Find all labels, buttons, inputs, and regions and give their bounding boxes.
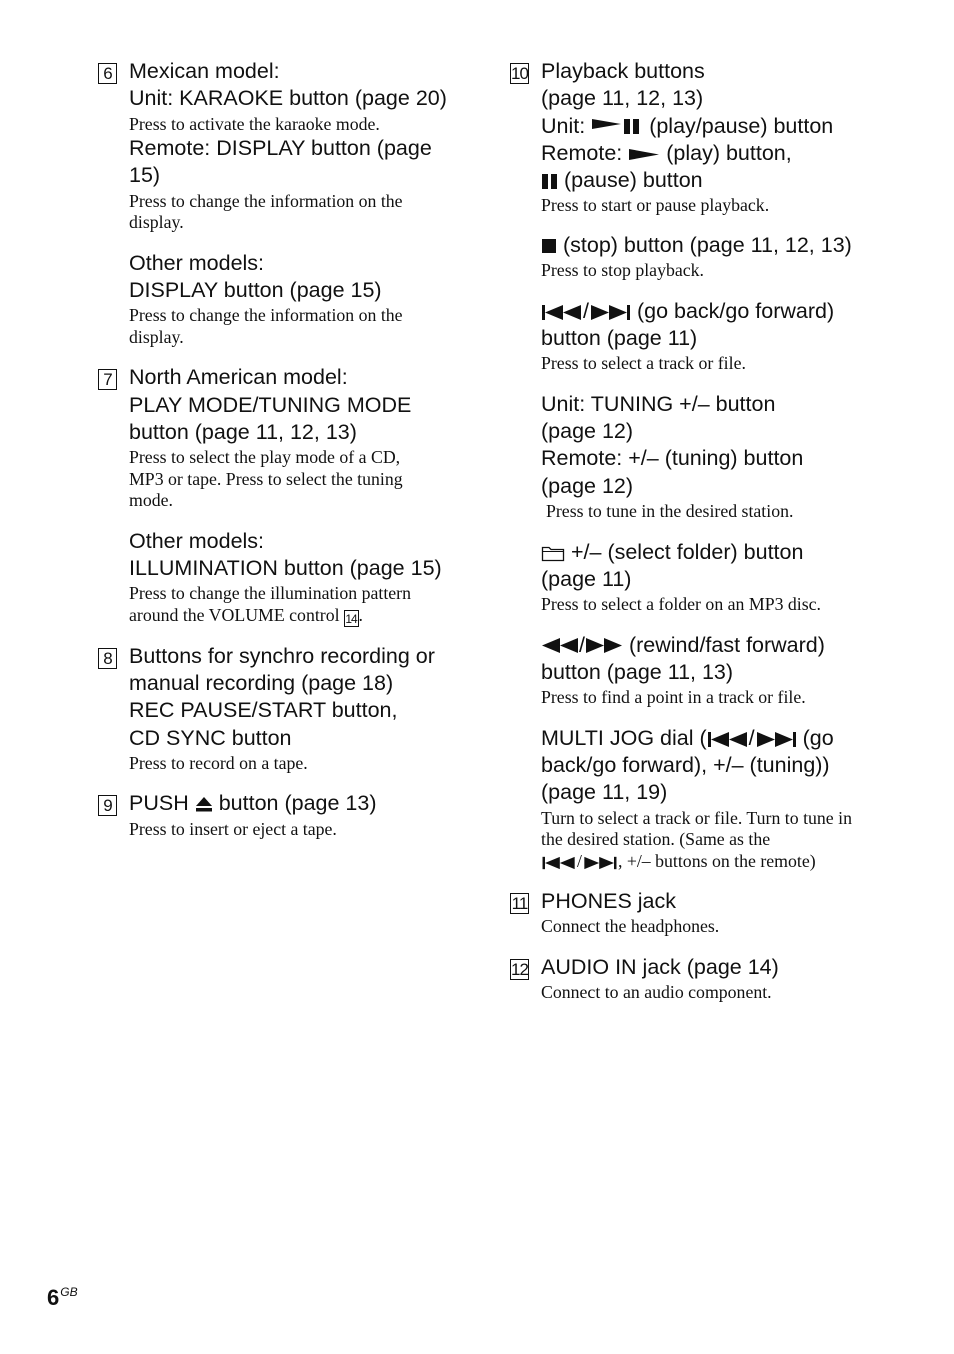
item-heading: ILLUMINATION button (page 15): [129, 555, 442, 580]
item-description: [129, 583, 449, 627]
next-icon: [589, 304, 631, 321]
heading-text: PUSH: [129, 791, 189, 816]
item-description: Turn to select a track or file. Turn to tune in the desired station. (Same as the / , +/– buttons on the remote): [541, 807, 852, 871]
item-heading: manual recording (page 18): [129, 671, 394, 696]
item-10: [510, 58, 930, 217]
item-description: Press to find a point in a track or file.: [541, 687, 806, 708]
item-description: Press to select a track or file.: [541, 353, 746, 374]
item-sub-section: [129, 528, 478, 627]
item-heading: [541, 113, 930, 140]
item-heading: / (go back/go forward): [541, 298, 930, 325]
prev-icon: [707, 731, 749, 748]
heading-text: MULTI JOG dial (: [541, 725, 707, 750]
tuning-button-item: [510, 391, 930, 523]
heading-text: (pause) button: [563, 168, 703, 193]
item-heading: North American model:: [129, 365, 348, 390]
prev-icon: [541, 304, 583, 321]
item-heading: REC PAUSE/START button,: [129, 698, 398, 723]
page-number-value: 6: [47, 1285, 60, 1310]
item-description: Press to tune in the desired station.: [546, 501, 794, 522]
page-number: [47, 1285, 78, 1311]
prev-icon: [541, 856, 577, 870]
left-column: [98, 58, 478, 856]
page-number-suffix: GB: [60, 1285, 78, 1299]
eject-icon: [195, 796, 213, 813]
heading-text: (play/pause) button: [649, 113, 834, 138]
item-heading: (page 12): [541, 473, 634, 498]
item-description: Press to start or pause playback.: [541, 195, 770, 216]
heading-text: +/– (select folder) button: [570, 539, 804, 564]
item-8: [98, 643, 478, 775]
folder-icon: [541, 544, 565, 562]
item-heading: CD SYNC button: [129, 725, 292, 750]
item-description: Press to change the information on the display.: [129, 305, 403, 347]
heading-text: (stop) button (page 11, 12, 13): [562, 232, 852, 257]
item-heading: MULTI JOG dial ( / (go: [541, 725, 834, 750]
item-heading: button (page 11, 13): [541, 659, 734, 684]
item-number: 11: [511, 894, 528, 914]
item-description: Connect the headphones.: [541, 916, 720, 937]
multi-jog-item: [510, 725, 930, 872]
item-heading: (page 11, 19): [541, 780, 668, 805]
item-description: Press to select a folder on an MP3 disc.: [541, 594, 822, 615]
item-heading: DISPLAY button (page 15): [129, 277, 382, 302]
item-heading: Remote: +/– (tuning) button: [541, 446, 804, 471]
item-heading: Other models:: [129, 528, 265, 553]
skip-button-item: [510, 298, 930, 375]
item-heading: [129, 790, 478, 817]
heading-text: Remote:: [541, 140, 623, 165]
item-description: Press to select the play mode of a CD, MP3 or tape. Press to select the tuning mode.: [129, 447, 403, 511]
item-heading: button (page 11): [541, 326, 698, 351]
heading-text: (go: [802, 725, 834, 750]
item-reference-number: 14: [345, 611, 357, 626]
heading-text: Unit:: [541, 113, 586, 138]
item-description: Press to insert or eject a tape.: [129, 818, 337, 839]
item-heading: Unit: KARAOKE button (page 20): [129, 86, 447, 111]
item-description: Press to stop playback.: [541, 260, 704, 281]
item-heading: Playback buttons: [541, 59, 705, 83]
item-heading: [541, 140, 930, 167]
rewind-button-item: [510, 632, 930, 709]
item-number: 8: [98, 648, 117, 669]
item-number: 12: [511, 959, 528, 979]
description-text: Turn to select a track or file. Turn to tune in the desired station. (Same as the: [541, 807, 852, 850]
heading-text: button (page 13): [218, 791, 377, 816]
play-icon: [628, 146, 660, 163]
item-heading: button (page 11, 12, 13): [129, 419, 357, 444]
item-heading: / (rewind/fast forward): [541, 632, 930, 659]
heading-text: (go back/go forward): [636, 298, 835, 323]
item-heading: Other models:: [129, 250, 265, 275]
item-number: 9: [98, 795, 117, 816]
heading-text: (rewind/fast forward): [628, 632, 825, 657]
item-heading: PHONES jack: [541, 889, 677, 914]
item-heading: Unit: TUNING +/– button: [541, 391, 776, 416]
folder-button-item: [510, 539, 930, 616]
stop-icon: [541, 238, 557, 254]
item-number: 6: [98, 63, 117, 84]
item-heading: [541, 539, 930, 566]
item-heading: (page 11, 12, 13): [541, 86, 704, 111]
item-number: 10: [511, 64, 528, 83]
right-column: [510, 58, 930, 1020]
description-text: , +/– buttons on the remote): [617, 850, 816, 871]
heading-text: (play) button,: [666, 140, 792, 165]
description-text: Press to change the illumination pattern around the VOLUME control: [129, 583, 411, 625]
pause-icon: [541, 173, 558, 190]
item-heading: (page 11): [541, 566, 632, 591]
item-heading: AUDIO IN jack (page 14): [541, 954, 779, 979]
item-7: [98, 364, 478, 626]
item-heading: [541, 167, 930, 194]
stop-button-item: [510, 232, 930, 282]
item-heading: 15): [129, 163, 161, 188]
play-pause-icon: [591, 118, 643, 135]
item-heading: [541, 232, 930, 259]
item-heading: (page 12): [541, 419, 634, 444]
item-6: [98, 58, 478, 348]
item-heading: PLAY MODE/TUNING MODE: [129, 392, 412, 417]
item-heading: back/go forward), +/– (tuning)): [541, 753, 830, 778]
description-text: .: [358, 604, 363, 625]
item-description: Connect to an audio component.: [541, 982, 772, 1003]
rewind-icon: [541, 637, 579, 654]
fast-forward-icon: [585, 637, 623, 654]
next-icon: [755, 731, 797, 748]
item-9: [98, 790, 478, 840]
item-heading: Mexican model:: [129, 59, 280, 83]
next-icon: [582, 856, 618, 870]
item-description: Press to change the information on the display.: [129, 190, 403, 233]
item-description: Press to activate the karaoke mode.: [129, 113, 380, 134]
item-heading: Buttons for synchro recording or: [129, 643, 435, 668]
item-sub-section: [129, 250, 478, 349]
item-description: Press to record on a tape.: [129, 752, 308, 773]
item-12: [510, 954, 930, 1004]
item-number: 7: [98, 369, 117, 390]
item-11: [510, 888, 930, 938]
item-heading: Remote: DISPLAY button (page: [129, 136, 432, 161]
